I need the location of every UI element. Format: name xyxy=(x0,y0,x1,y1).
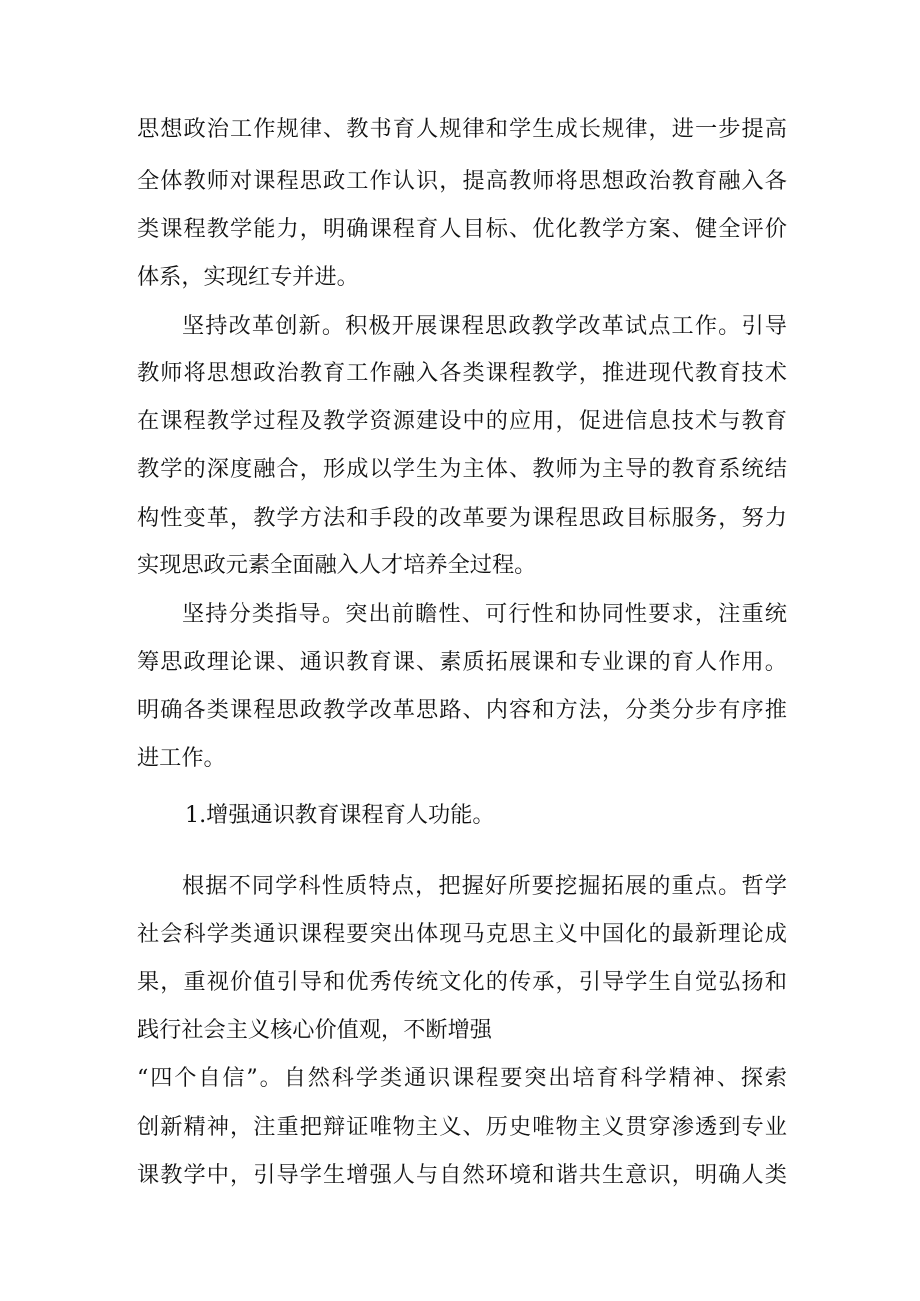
text-line: 全体教师对课程思政工作认识，提高教师将思想政治教育融入各 xyxy=(137,168,787,194)
paragraph-heading-line: 根据不同学科性质特点，把握好所要挖掘拓展的重点。哲学 xyxy=(182,873,787,899)
text-line: 教学的深度融合，形成以学生为主体、教师为主导的教育系统结 xyxy=(137,456,787,482)
section-heading: 1.增强通识教育课程育人功能。 xyxy=(185,802,495,828)
text-line: 果，重视价值引导和优秀传统文化的传承，引导学生自觉弘扬和 xyxy=(137,969,787,995)
text-line: 践行社会主义核心价值观，不断增强 xyxy=(137,1017,492,1043)
text-line: “四个自信”。自然科学类通识课程要突出培育科学精神、探索 xyxy=(137,1065,787,1091)
paragraph-heading-line: 坚持分类指导。突出前瞻性、可行性和协同性要求，注重统 xyxy=(182,601,787,627)
text-line: 明确各类课程思政教学改革思路、内容和方法，分类分步有序推 xyxy=(137,697,787,723)
text-line: 社会科学类通识课程要突出体现马克思主义中国化的最新理论成 xyxy=(137,921,787,947)
text-line: 课教学中，引导学生增强人与自然环境和谐共生意识，明确人类 xyxy=(137,1162,787,1188)
text-line: 体系，实现红专并进。 xyxy=(137,264,359,290)
text-line: 创新精神，注重把辩证唯物主义、历史唯物主义贯穿渗透到专业 xyxy=(137,1114,787,1140)
text-line: 思想政治工作规律、教书育人规律和学生成长规律，进一步提高 xyxy=(137,116,787,142)
text-line: 教师将思想政治教育工作融入各类课程教学，推进现代教育技术 xyxy=(137,360,787,386)
text-line: 类课程教学能力，明确课程育人目标、优化教学方案、健全评价 xyxy=(137,216,787,242)
text-line: 实现思政元素全面融入人才培养全过程。 xyxy=(137,552,537,578)
paragraph-heading-line: 坚持改革创新。积极开展课程思政教学改革试点工作。引导 xyxy=(182,313,787,339)
text-line: 构性变革，教学方法和手段的改革要为课程思政目标服务，努力 xyxy=(137,505,787,531)
text-line: 筹思政理论课、通识教育课、素质拓展课和专业课的育人作用。 xyxy=(137,649,787,675)
text-line: 在课程教学过程及教学资源建设中的应用，促进信息技术与教育 xyxy=(137,408,787,434)
text-line: 进工作。 xyxy=(137,745,226,771)
